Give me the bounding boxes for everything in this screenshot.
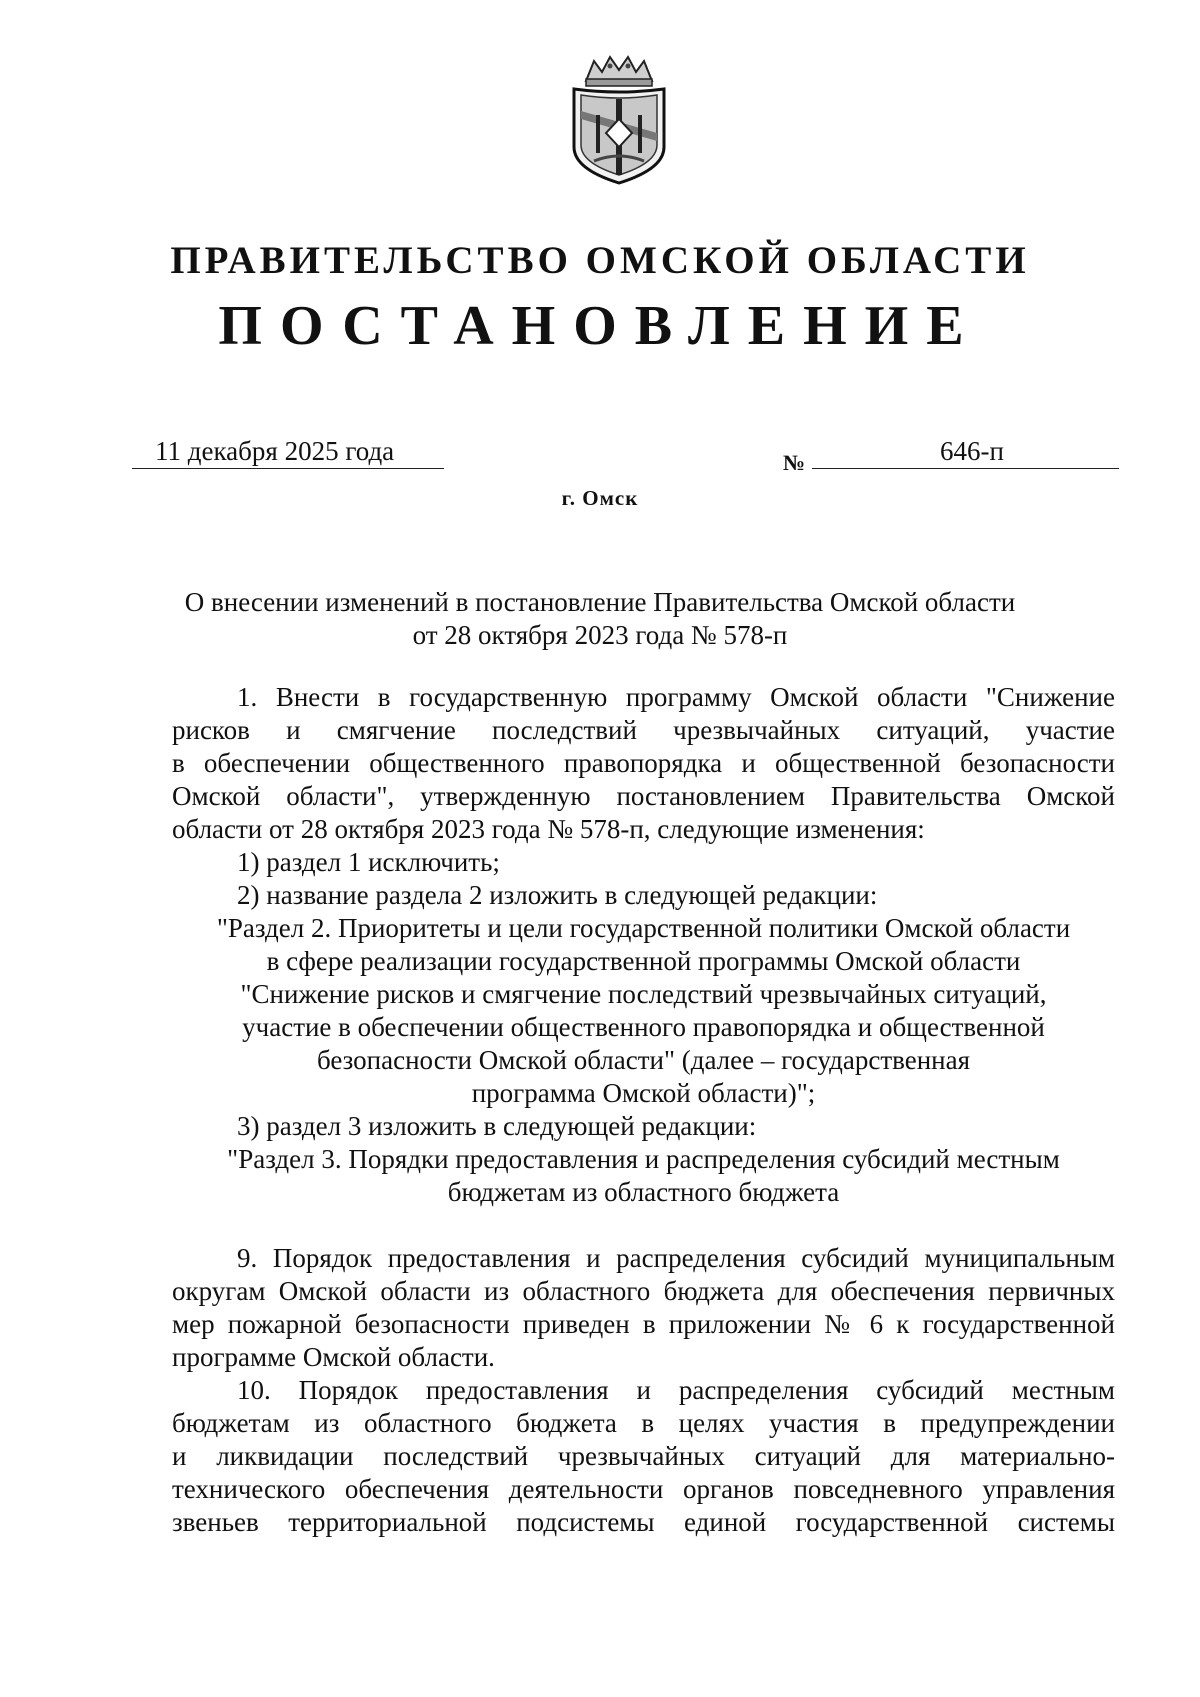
list-item: 2) название раздела 2 изложить в следующей редакции: [237, 880, 878, 910]
text-line: мер пожарной безопасности приведен в приложении № 6 к государственной [172, 1309, 1115, 1339]
paragraph-9 [172, 1242, 1115, 1374]
text-line: технического обеспечения деятельности органов повседневного управления [172, 1474, 1115, 1504]
text-line: в обеспечении общественного правопорядка и общественной безопасности [172, 748, 1115, 778]
text-line: бюджетам из областного бюджета [447, 1177, 840, 1207]
paragraph-1 [172, 681, 1115, 846]
list-item: 1) раздел 1 исключить; [237, 847, 500, 877]
number-sign: № [783, 450, 806, 475]
text-line: бюджетам из областного бюджета в целях участия в предупреждении [172, 1408, 1115, 1438]
omsk-region-coat-of-arms [566, 55, 672, 185]
text-line: "Снижение рисков и смягчение последствий чрезвычайных ситуаций, [240, 979, 1047, 1009]
text-line: и ликвидации последствий чрезвычайных ситуаций для материально- [172, 1441, 1115, 1471]
subject-line: О внесении изменений в постановление Правительства Омской области [184, 587, 1016, 617]
text-line: звеньев территориальной подсистемы единой государственной системы [172, 1507, 1115, 1537]
paragraph-10 [172, 1374, 1115, 1539]
document-number: 646-п [940, 436, 1004, 466]
text-line: "Раздел 2. Приоритеты и цели государственной политики Омской области [216, 913, 1071, 943]
spacer [172, 1209, 1115, 1242]
text-line: 10. Порядок предоставления и распределения субсидий местным [237, 1375, 1115, 1405]
text-line: в сфере реализации государственной программы Омской области [266, 946, 1021, 976]
document-date: 11 декабря 2025 года [155, 436, 395, 466]
subject-line: от 28 октября 2023 года № 578-п [412, 620, 788, 650]
date-field [132, 436, 444, 469]
section-3-title [172, 1143, 1115, 1209]
text-line: рисков и смягчение последствий чрезвычайных ситуаций, участие [172, 715, 1115, 745]
text-line: 9. Порядок предоставления и распределения субсидий муниципальным [237, 1243, 1115, 1273]
text-line: безопасности Омской области" (далее – государственная [316, 1045, 971, 1075]
organization-title: ПРАВИТЕЛЬСТВО ОМСКОЙ ОБЛАСТИ [170, 239, 1030, 282]
document-body [172, 681, 1115, 1539]
text-line: программе Омской области. [172, 1342, 495, 1372]
text-line: округам Омской области из областного бюджета для обеспечения первичных [172, 1276, 1115, 1306]
section-2-title [172, 912, 1115, 1110]
text-line: области от 28 октября 2023 года № 578-п, следующие изменения: [172, 814, 925, 844]
text-line: программа Омской области)"; [471, 1078, 816, 1108]
text-line: 1. Внести в государственную программу Омской области "Снижение [237, 682, 1115, 712]
text-line: участие в обеспечении общественного правопорядка и общественной [242, 1012, 1045, 1042]
city-label: г. Омск [561, 486, 639, 510]
text-line: "Раздел 3. Порядки предоставления и распределения субсидий местным [227, 1144, 1060, 1174]
number-field [812, 436, 1119, 469]
document-type-title: ПОСТАНОВЛЕНИЕ [218, 295, 982, 357]
list-item: 3) раздел 3 изложить в следующей редакции: [237, 1111, 757, 1141]
document-subject [180, 586, 1020, 652]
text-line: Омской области", утвержденную постановлением Правительства Омской [172, 781, 1115, 811]
